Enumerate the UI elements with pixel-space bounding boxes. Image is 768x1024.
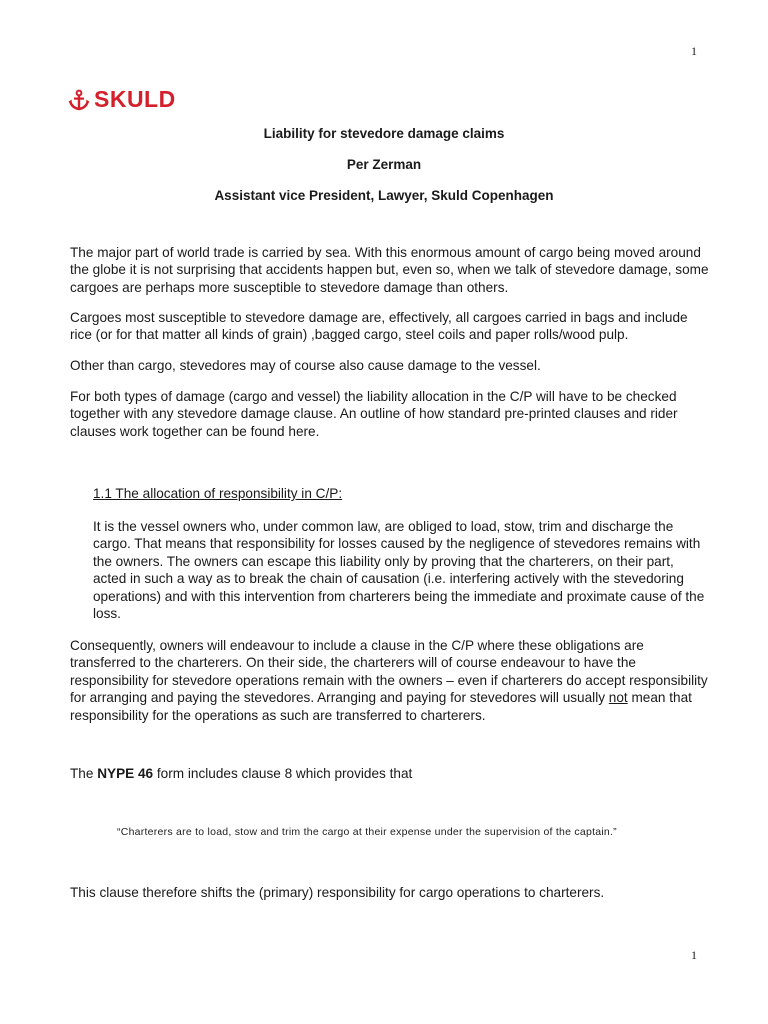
paragraph-6 bbox=[70, 637, 710, 724]
skuld-logo bbox=[68, 88, 176, 111]
nype-46-label: NYPE 46 bbox=[97, 766, 154, 781]
author-name: Per Zerman bbox=[346, 157, 422, 172]
paragraph-4-text: For both types of damage (cargo and vessel) the liability allocation in the C/P will have to be checked together with any stevedore damage clause. An outline of how standard pre-printed clauses and rider clauses work together can be found here. bbox=[70, 389, 678, 439]
paragraph-8-text: This clause therefore shifts the (primary) responsibility for cargo operations to charterers. bbox=[70, 885, 605, 900]
paragraph-1 bbox=[70, 244, 710, 296]
paragraph-7 bbox=[70, 765, 710, 782]
paragraph-7-text: The NYPE 46 form includes clause 8 which provides that bbox=[70, 766, 413, 781]
page-number-bottom: 1 bbox=[691, 948, 697, 962]
paragraph-2-text: Cargoes most susceptible to stevedore damage are, effectively, all cargoes carried in bags and include rice (or for that matter all kinds of grain) ,bagged cargo, steel coils and paper rolls/wood pulp. bbox=[70, 310, 688, 343]
clause-quote: “Charterers are to load, stow and trim the cargo at their expense under the supervision of the captain.” bbox=[117, 826, 617, 838]
document-header bbox=[0, 126, 768, 219]
document-title: Liability for stevedore damage claims bbox=[263, 126, 505, 141]
paragraph-2 bbox=[70, 309, 710, 344]
author-role: Assistant vice President, Lawyer, Skuld Copenhagen bbox=[214, 188, 554, 203]
paragraph-1-text: The major part of world trade is carried by sea. With this enormous amount of cargo being moved around the globe it is not surprising that accidents happen but, even so, when we talk of stevedore damage, some cargoes are perhaps more susceptible to stevedore damage than others. bbox=[70, 245, 709, 295]
section-heading-text: 1.1 The allocation of responsibility in C/P: bbox=[93, 486, 343, 501]
paragraph-3-text: Other than cargo, stevedores may of course also cause damage to the vessel. bbox=[70, 358, 541, 373]
paragraph-4 bbox=[70, 388, 710, 440]
page-number-top: 1 bbox=[691, 44, 697, 58]
emphasis-not: not bbox=[608, 690, 628, 706]
paragraph-8 bbox=[70, 884, 710, 901]
paragraph-6-text: Consequently, owners will endeavour to include a clause in the C/P where these obligations are transferred to the charterers. On their side, the charterers will of course endeavour to have the responsibility for stevedore operations remain with the owners – even if charterers do accept responsibility for arranging and paying the stevedores. Arranging and paying for stevedores will usually not mean that responsibility for the operations as such are transferred to charterers. bbox=[70, 638, 708, 723]
paragraph-5-text: It is the vessel owners who, under common law, are obliged to load, stow, trim and discharge the cargo. That means that responsibility for losses caused by the negligence of stevedores remains with the owners. The owners can escape this liability only by proving that the charterers, on their part, acted in such a way as to break the chain of causation (i.e. interfering actively with the stevedoring operations) and with this intervention from charterers being the immediate and proximate cause of the loss. bbox=[93, 519, 705, 622]
paragraph-5 bbox=[70, 518, 710, 622]
logo-wordmark: SKULD bbox=[94, 86, 176, 112]
anchor-icon bbox=[68, 89, 90, 111]
section-heading bbox=[70, 485, 710, 502]
paragraph-3 bbox=[70, 357, 710, 374]
